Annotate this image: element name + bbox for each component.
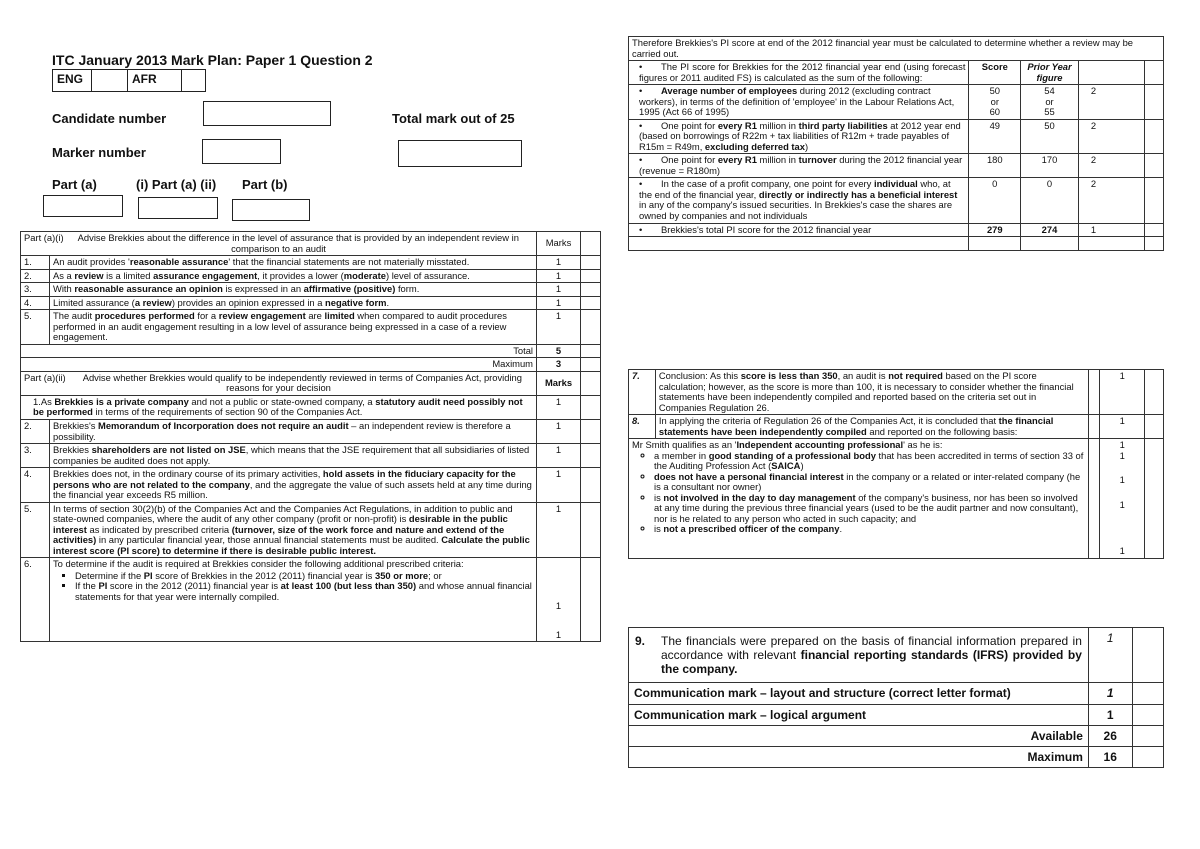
communication-table <box>628 627 1164 768</box>
part-b-box[interactable] <box>232 199 310 221</box>
list-item: ▪ If the PI score in the 2012 (2011) financial year is at least 100 (but less than 350) and whose annual financial statements for that year were internally compiled. <box>75 581 533 602</box>
part-b-label: Part (b) <box>242 177 288 192</box>
table-row: 1.As Brekkies is a private company and not a public or state-owned company, a statutory audit need possibly not be performed in terms of the requirements of section 90 of the Companies Act. 1 <box>21 395 601 419</box>
part-ai-heading-label: Part (a)(i) <box>24 232 64 243</box>
score-header: Score <box>969 61 1021 85</box>
marks-header: Marks <box>537 232 581 256</box>
maximum-row: Maximum 3 <box>21 358 601 372</box>
candidate-number-box[interactable] <box>203 101 331 126</box>
part-aii-heading-row <box>21 371 601 395</box>
list-item: ◦ is not involved in the day to day management of the company's business, nor has been so involved at any time during the previous three financial years (used to be the audit partner and now consultant), nor is he related to any person who acted in such capacity; and <box>654 493 1085 525</box>
marks-header: Marks <box>537 371 581 395</box>
part-ai-label: (i) Part (a) (ii) <box>136 177 217 192</box>
lang-eng-box[interactable] <box>91 69 128 92</box>
part-ai-heading-row <box>21 232 601 256</box>
total-mark-box[interactable] <box>398 140 522 167</box>
part-a-label: Part (a) <box>52 177 97 192</box>
part-aii-heading-label: Part (a)(ii) <box>24 371 66 383</box>
list-item: ◦ does not have a personal financial interest in the company or a related or inter-related company (he is a consultant nor owner) <box>654 472 1085 493</box>
maximum-row: Maximum 16 <box>629 746 1164 767</box>
available-row: Available 26 <box>629 725 1164 746</box>
part-aii-heading: Advise whether Brekkies would qualify to be independently reviewed in terms of Companies Act, providing reasons for your decision <box>82 371 522 394</box>
table-row: Mr Smith qualifies as an 'Independent accounting professional' as he is: ◦ a member in good standing of a professional body that has been accredited in terms of section 33 of the Auditing Profession Act (SAICA) ◦ does not have a personal financial interest in the company or a related or inter-related company (he is a consultant nor owner) ◦ is not involved in the day to day management of the company's business, nor has been so involved at any time during the previous three financial years (used to be the audit partner and now consultant), nor is he related to any person who acted in such capacity; and ◦ is not a prescribed officer of the company. 1 1 1 1 1 <box>629 439 1164 559</box>
communication-layout-row: Communication mark – layout and structure (correct letter format) 1 <box>629 683 1164 704</box>
table-row: • The PI score for Brekkies for the 2012 financial year end (using forecast figures or 2011 audited FS) is calculated as the sum of the following: Score Prior Year figure <box>629 61 1164 85</box>
prior-year-header: Prior Year figure <box>1021 61 1079 85</box>
lang-eng-label: ENG <box>52 69 92 92</box>
table-row: 2. Brekkies's Memorandum of Incorporation does not require an audit – an independent review is therefore a possibility. 1 <box>21 419 601 443</box>
list-item: ◦ is not a prescribed officer of the company. <box>654 524 1085 535</box>
lang-afr-label: AFR <box>127 69 182 92</box>
table-row: • In the case of a profit company, one point for every individual who, at the end of the financial year, directly or indirectly has a beneficial interest in any of the company's issued securities. In Brekkies's case the shares are owned by companies and not individuals 0 0 2 <box>629 178 1164 223</box>
table-row: 8. In applying the criteria of Regulation 26 of the Companies Act, it is concluded that the financial statements have been independently compiled and reported on the following basis: 1 <box>629 415 1164 439</box>
table-row: 1. An audit provides 'reasonable assurance' that the financial statements are not materially misstated. 1 <box>21 256 601 270</box>
table-row: 4. Brekkies does not, in the ordinary course of its primary activities, hold assets in the fiduciary capacity for the persons who are not related to the company, and the aggregate the value of such assets held at any time during the financial year exceeds R5 million. 1 <box>21 468 601 503</box>
total-row: Total 5 <box>21 344 601 358</box>
candidate-number-label: Candidate number <box>52 111 167 126</box>
table-row: 4. Limited assurance (a review) provides an opinion expressed in a negative form. 1 <box>21 296 601 310</box>
mark-table-left <box>20 231 601 642</box>
list-item: ▪ Determine if the PI score of Brekkies in the 2012 (2011) financial year is 350 or more; or <box>75 571 533 582</box>
table-row: • Brekkies's total PI score for the 2012 financial year 279 274 1 <box>629 223 1164 237</box>
total-mark-label: Total mark out of 25 <box>392 111 515 126</box>
part-a-box[interactable] <box>43 195 123 217</box>
pi-score-table <box>628 36 1164 251</box>
table-row: 7. Conclusion: As this score is less than 350, an audit is not required based on the PI score calculation; however, as the score is more than 100, it is necessary to consider whether the financial statements have been independently compiled and reported based on the criteria set out in Companies Regulation 26. 1 <box>629 370 1164 415</box>
table-row: 6. To determine if the audit is required at Brekkies consider the following additional prescribed criteria: ▪ Determine if the PI score of Brekkies in the 2012 (2011) financial year is 350 or more; or ▪ If the PI score in the 2012 (2011) financial year is at least 100 (but less than 350) and whose annual financial statements for that year were internally compiled. 1 1 <box>21 558 601 642</box>
marker-number-box[interactable] <box>202 139 281 164</box>
part-aii-box[interactable] <box>138 197 218 219</box>
list-item: ◦ a member in good standing of a professional body that has been accredited in terms of section 33 of the Auditing Profession Act (SAICA) <box>654 451 1085 472</box>
lang-afr-box[interactable] <box>181 69 206 92</box>
table-row: • Average number of employees during 2012 (excluding contract workers), in terms of the definition of 'employee' in the Labour Relations Act, 1995 (Act 66 of 1995) 50 or 60 54 or 55 2 <box>629 85 1164 120</box>
communication-logic-row: Communication mark – logical argument 1 <box>629 704 1164 725</box>
table-row: • One point for every R1 million in turnover during the 2012 financial year (revenue = R180m) 180 170 2 <box>629 154 1164 178</box>
table-row: 5. The audit procedures performed for a review engagement are limited when compared to audit procedures performed in an audit engagement resulting in a low level of assurance being expressed in a case of a review engagement. 1 <box>21 310 601 345</box>
pi-intro: Therefore Brekkies's PI score at end of the 2012 financial year must be calculated to determine whether a review may be carried out. <box>629 37 1164 61</box>
table-row: 9. The financials were prepared on the basis of financial information prepared in accordance with relevant financial reporting standards (IFRS) provided by the company. 1 <box>629 628 1164 683</box>
table-row: 3. With reasonable assurance an opinion is expressed in an affirmative (positive) form. 1 <box>21 283 601 297</box>
page-title: ITC January 2013 Mark Plan: Paper 1 Question 2 <box>52 52 373 68</box>
part-ai-heading: Advise Brekkies about the difference in the level of assurance that is provided by an independent review in comparison to an audit <box>77 232 519 254</box>
marker-number-label: Marker number <box>52 145 146 160</box>
table-row: 3. Brekkies shareholders are not listed on JSE, which means that the JSE requirement that all subsidiaries of listed companies be audited does not apply. 1 <box>21 444 601 468</box>
table-row: • One point for every R1 million in third party liabilities at 2012 year end (based on borrowings of R22m + tax liabilities of R12m + trade payables of R15m = R49m, excluding deferred tax) 49 50 2 <box>629 119 1164 154</box>
table-row: 5. In terms of section 30(2)(b) of the Companies Act and the Companies Act Regulations, in addition to public and state-owned companies, where the audit of any other company (profit or non-profit) is desirable in the public interest as indicated by prescribed criteria (turnover, size of the work force and nature and extend of the activities) in any particular financial year, those annual financial statements must be audited. Calculate the public interest score (PI score) to determine if there is desirable public interest. 1 <box>21 502 601 558</box>
conclusion-table <box>628 369 1164 559</box>
table-row: 2. As a review is a limited assurance engagement, it provides a lower (moderate) level of assurance. 1 <box>21 269 601 283</box>
